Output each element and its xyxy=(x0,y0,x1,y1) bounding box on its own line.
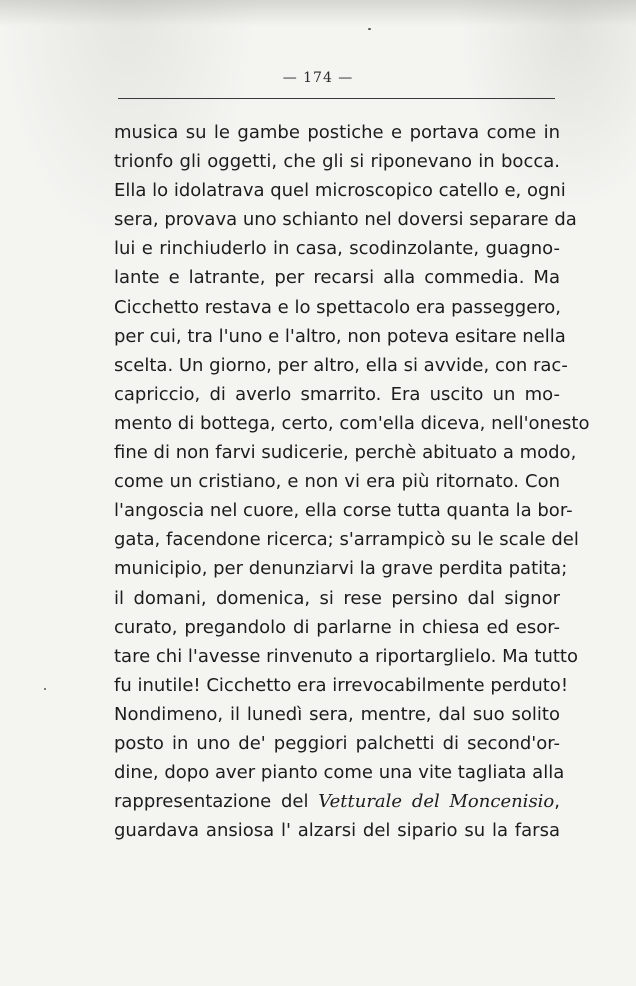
page-top-edge-shadow xyxy=(0,0,636,26)
text-line-segment: , xyxy=(554,791,561,813)
play-title-italic: Vetturale del Moncenisio xyxy=(318,791,555,813)
text-line: musica su le gambe postiche e portava come in xyxy=(114,122,560,143)
text-line: sera, provava uno schianto nel doversi separare da xyxy=(114,209,577,231)
text-line: lui e rinchiuderlo in casa, scodinzolante, guagno- xyxy=(114,238,560,260)
body-text xyxy=(114,118,590,845)
text-line: gata, facendone ricerca; s'arrampicò su le scale del xyxy=(114,529,579,551)
text-line: Nondimeno, il lunedì sera, mentre, dal suo solito xyxy=(114,703,560,725)
text-line: come un cristiano, e non vi era più ritornato. Con xyxy=(114,471,560,493)
header-rule xyxy=(118,98,555,99)
text-line: capriccio, di averlo smarrito. Era uscito un mo- xyxy=(114,383,560,405)
print-speck xyxy=(368,28,371,30)
text-line: il domani, domenica, si rese persino dal signor xyxy=(114,587,560,609)
text-line: tare chi l'avesse rinvenuto a riportarglielo. Ma tutto xyxy=(114,645,579,667)
text-line: dine, dopo aver pianto come una vite tagliata alla xyxy=(114,762,565,784)
text-line-segment: rappresentazione del xyxy=(114,791,319,813)
text-line: Cicchetto restava e lo spettacolo era passeggero, xyxy=(114,296,562,318)
print-speck xyxy=(44,688,46,690)
text-line: fine di non farvi sudicerie, perchè abituato a modo, xyxy=(114,442,577,464)
page-number: — 174 — xyxy=(282,70,354,86)
text-line: curato, pregandolo di parlarne in chiesa ed esor- xyxy=(114,616,560,638)
text-line xyxy=(114,787,560,816)
text-line: fu inutile! Cicchetto era irrevocabilmente perduto! xyxy=(114,674,569,696)
text-line: scelta. Un giorno, per altro, ella si avvide, con rac- xyxy=(114,354,568,376)
text-line: guardava ansiosa l' alzarsi del sipario su la farsa xyxy=(114,820,560,842)
text-line: trionfo gli oggetti, che gli si riponevano in bocca. xyxy=(114,151,560,173)
text-line: l'angoscia nel cuore, ella corse tutta quanta la bor- xyxy=(114,500,573,522)
text-line: posto in uno de' peggiori palchetti di second'or- xyxy=(114,732,560,754)
text-line: municipio, per denunziarvi la grave perdita patita; xyxy=(114,558,568,580)
text-line: per cui, tra l'uno e l'altro, non poteva esitare nella xyxy=(114,325,566,347)
text-line: lante e latrante, per recarsi alla commedia. Ma xyxy=(114,267,560,289)
text-line: mento di bottega, certo, com'ella diceva, nell'onesto xyxy=(114,412,590,434)
text-line: Ella lo idolatrava quel microscopico catello e, ogni xyxy=(114,180,566,202)
